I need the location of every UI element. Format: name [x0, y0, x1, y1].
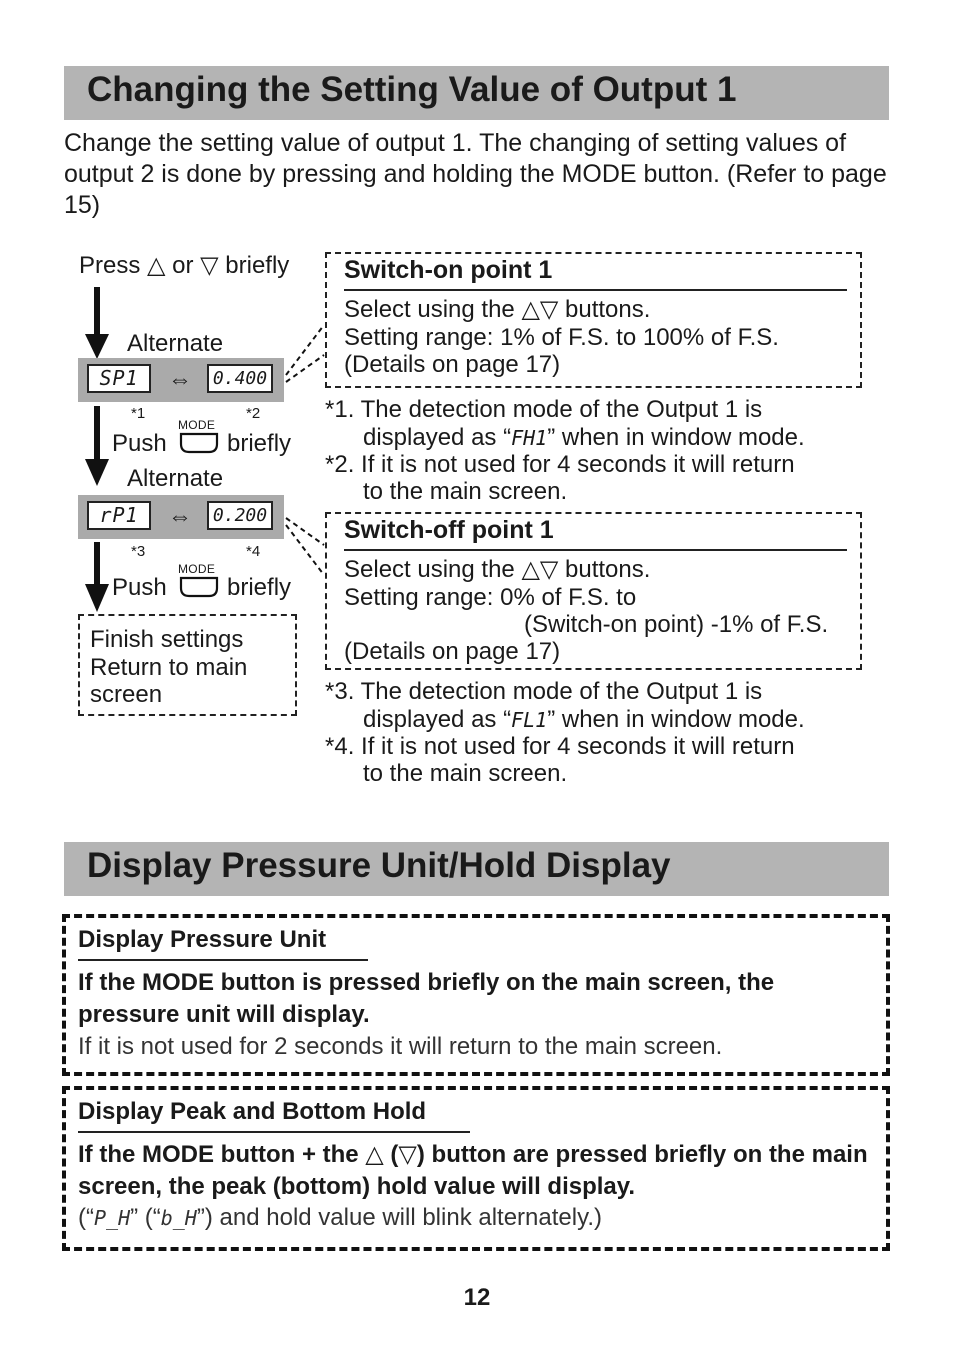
switch-off-line-3: (Switch-on point) -1% of F.S.	[524, 611, 829, 638]
finish-line-3: screen	[90, 681, 163, 708]
hold-box	[62, 1086, 890, 1251]
switch-off-box	[325, 512, 862, 670]
switch-on-line-2: Setting range: 1% of F.S. to 100% of F.S.	[344, 324, 779, 351]
hold-bold: If the MODE button + the △ (▽) button are pressed briefly on the main screen, the peak (bottom) hold value will display.	[78, 1141, 868, 1200]
hold-text: (“P_H” (“b_H”) and hold value will blink alternately.)	[78, 1204, 602, 1231]
lcd-row-2	[78, 495, 284, 539]
finish-box	[78, 614, 297, 716]
pressure-unit-text: If it is not used for 2 seconds it will return to the main screen.	[78, 1033, 723, 1060]
pressure-unit-box	[62, 914, 890, 1076]
switch-on-rule	[344, 289, 847, 291]
finish-line-1: Finish settings	[90, 626, 244, 653]
lcd-value-2: 0.200	[207, 501, 273, 530]
lcd-rp1: rP1	[87, 501, 151, 530]
fl1-code: FL1	[511, 708, 548, 732]
note-mark-2: *2	[246, 405, 261, 422]
connector-lines	[284, 250, 328, 590]
push-label-1: Push	[112, 430, 167, 457]
note-mark-3: *3	[131, 543, 146, 560]
alternate-label-2: Alternate	[127, 465, 224, 492]
pressure-unit-rule	[78, 959, 368, 961]
note-2-line-2: to the main screen.	[363, 478, 568, 505]
note-1-line-1: *1. The detection mode of the Output 1 is	[325, 396, 763, 423]
switch-off-heading: Switch-off point 1	[344, 516, 554, 544]
hold-rule	[78, 1131, 470, 1133]
note-3-line-2: displayed as “FL1” when in window mode.	[363, 706, 805, 733]
finish-line-2: Return to main	[90, 654, 248, 681]
pressure-unit-bold: If the MODE button is pressed briefly on the main screen, the pressure unit will display.	[78, 969, 775, 1028]
section2-header	[64, 842, 889, 896]
switch-on-line-1: Select using the △▽ buttons.	[344, 296, 651, 323]
section1-header	[64, 66, 889, 120]
section2-title: Display Pressure Unit/Hold Display	[87, 846, 671, 885]
briefly-label-2: briefly	[227, 574, 292, 601]
note-1-line-2: displayed as “FH1” when in window mode.	[363, 424, 805, 451]
section1-title: Changing the Setting Value of Output 1	[87, 70, 737, 109]
switch-on-box	[325, 252, 862, 388]
swap-arrow-icon: ⇔	[168, 503, 192, 530]
swap-arrow-icon: ⇔	[168, 366, 192, 393]
page-number: 12	[463, 1284, 491, 1311]
switch-on-line-3: (Details on page 17)	[344, 351, 561, 378]
bh-code: b_H	[160, 1206, 197, 1230]
flow-arrows	[80, 284, 114, 624]
note-4-line-1: *4. If it is not used for 4 seconds it will return	[325, 733, 795, 760]
hold-heading: Display Peak and Bottom Hold	[78, 1098, 427, 1125]
note-mark-1: *1	[131, 405, 146, 422]
note-3-line-1: *3. The detection mode of the Output 1 is	[325, 678, 763, 705]
mode-button-icon	[179, 576, 219, 598]
switch-on-heading: Switch-on point 1	[344, 256, 553, 284]
ph-code: P_H	[93, 1206, 131, 1230]
note-4-line-2: to the main screen.	[363, 760, 568, 787]
lcd-value-1: 0.400	[207, 364, 273, 393]
mode-label-2: MODE	[178, 562, 216, 576]
note-mark-4: *4	[246, 543, 261, 560]
switch-off-line-2: Setting range: 0% of F.S. to	[344, 584, 637, 611]
briefly-label-1: briefly	[227, 430, 292, 457]
lcd-sp1: SP1	[87, 364, 151, 393]
switch-off-line-1: Select using the △▽ buttons.	[344, 556, 651, 583]
note-2-line-1: *2. If it is not used for 4 seconds it will return	[325, 451, 795, 478]
mode-label-1: MODE	[178, 418, 216, 432]
push-label-2: Push	[112, 574, 167, 601]
mode-button-icon	[179, 432, 219, 454]
pressure-unit-heading: Display Pressure Unit	[78, 926, 327, 953]
section1-intro: Change the setting value of output 1. The changing of setting values of output 2 is done by pressing and holding the MODE button. (Refer to page 15)	[64, 129, 887, 219]
switch-off-line-4: (Details on page 17)	[344, 638, 561, 665]
switch-off-rule	[344, 549, 847, 551]
fh1-code: FH1	[511, 426, 548, 450]
alternate-label-1: Alternate	[127, 330, 224, 357]
lcd-row-1	[78, 358, 284, 402]
press-label: Press △ or ▽ briefly	[79, 252, 290, 279]
